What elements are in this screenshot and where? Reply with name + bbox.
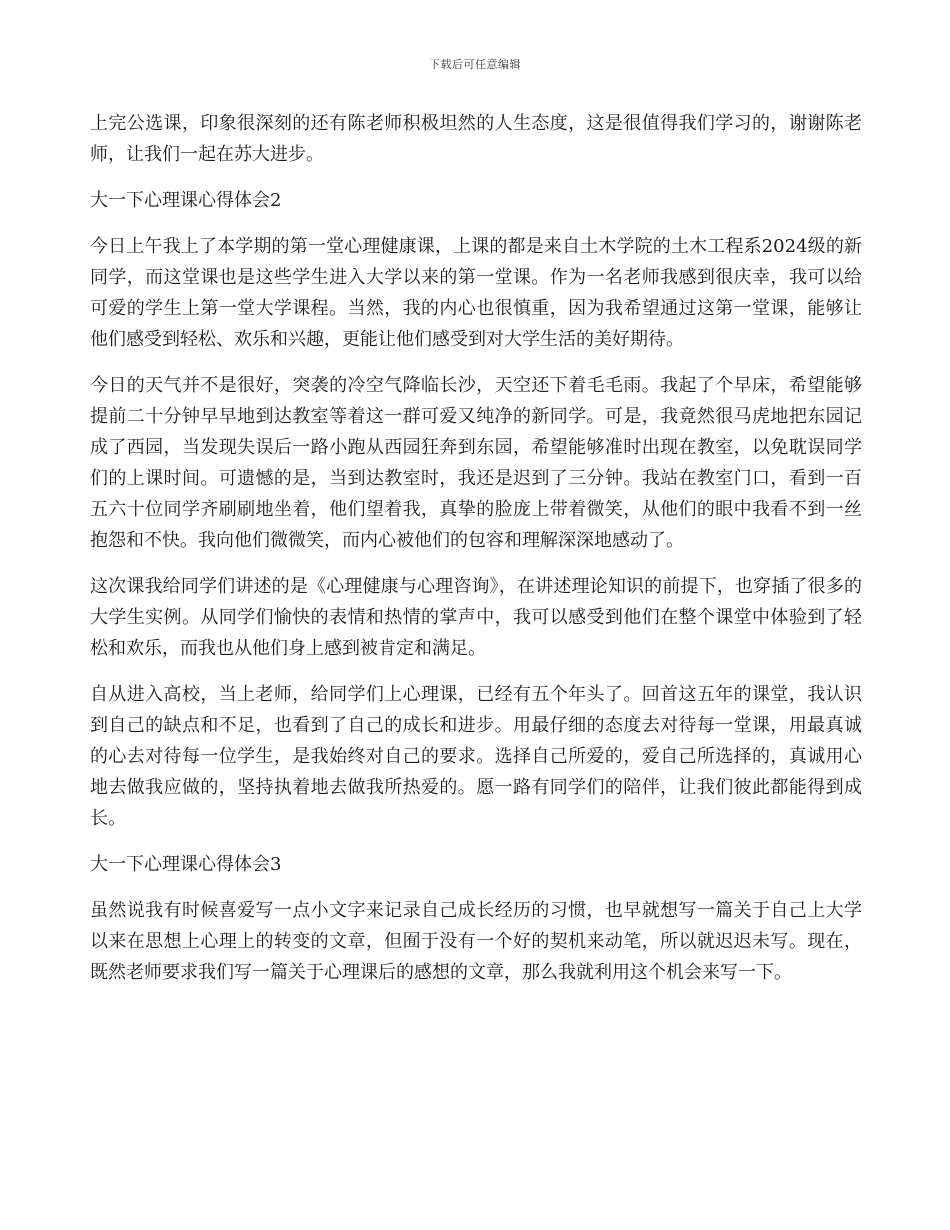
document-body [90, 108, 862, 1003]
paragraph: 虽然说我有时候喜爱写一点小文字来记录自己成长经历的习惯，也早就想写一篇关于自己上大学以来在思想上心理上的转变的文章，但囿于没有一个好的契机来动笔，所以就迟迟未写。现在，既然老师要求我们写一篇关于心理课后的感想的文章，那么我就利用这个机会来写一下。 [90, 900, 862, 983]
paragraph: 上完公选课，印象很深刻的还有陈老师积极坦然的人生态度，这是很值得我们学习的，谢谢陈老师，让我们一起在苏大进步。 [90, 113, 862, 165]
section-heading: 大一下心理课心得体会2 [90, 190, 282, 211]
paragraph: 这次课我给同学们讲述的是《心理健康与心理咨询》，在讲述理论知识的前提下，也穿插了很多的大学生实例。从同学们愉快的表情和热情的掌声中，我可以感受到他们在整个课堂中体验到了轻松和欢乐，而我也从他们身上感到被肯定和满足。 [90, 576, 862, 659]
paragraph: 今日上午我上了本学期的第一堂心理健康课，上课的都是来自土木学院的土木工程系2024级的新同学，而这堂课也是这些学生进入大学以来的第一堂课。作为一名老师我感到很庆幸，我可以给可爱的学生上第一堂大学课程。当然，我的内心也很慎重，因为我希望通过这第一堂课，能够让他们感受到轻松、欢乐和兴趣，更能让他们感受到对大学生活的美好期待。 [90, 236, 862, 350]
paragraph: 自从进入高校，当上老师，给同学们上心理课，已经有五个年头了。回首这五年的课堂，我认识到自己的缺点和不足，也看到了自己的成长和进步。用最仔细的态度去对待每一堂课，用最真诚的心去对待每一位学生，是我始终对自己的要求。选择自己所爱的，爱自己所选择的，真诚用心地去做我应做的，坚持执着地去做我所热爱的。愿一路有同学们的陪伴，让我们彼此都能得到成长。 [90, 684, 862, 829]
paragraph: 今日的天气并不是很好，突袭的冷空气降临长沙，天空还下着毛毛雨。我起了个早床，希望能够提前二十分钟早早地到达教室等着这一群可爱又纯净的新同学。可是，我竟然很马虎地把东园记成了西园，当发现失误后一路小跑从西园狂奔到东园，希望能够准时出现在教室，以免耽误同学们的上课时间。可遗憾的是，当到达教室时，我还是迟到了三分钟。我站在教室门口，看到一百五六十位同学齐刷刷地坐着，他们望着我，真挚的脸庞上带着微笑，从他们的眼中我看不到一丝抱怨和不快。我向他们微微笑，而内心被他们的包容和理解深深地感动了。 [90, 375, 862, 551]
section-heading: 大一下心理课心得体会3 [90, 854, 282, 875]
page-header: 下载后可任意编辑 [429, 58, 521, 71]
